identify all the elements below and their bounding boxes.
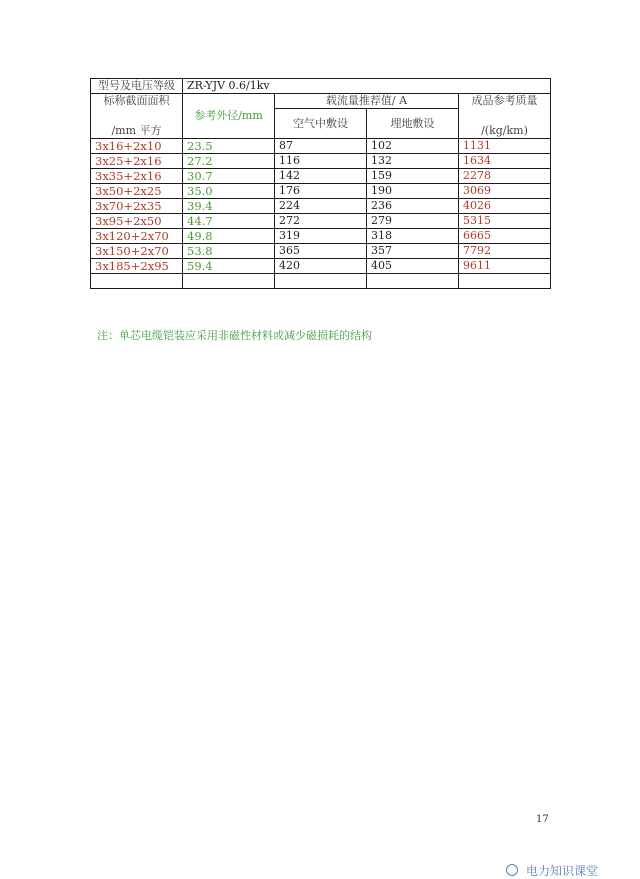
wechat-icon [506, 864, 518, 876]
cable-spec-table [90, 78, 551, 289]
section-label-line1: 标称截面面积 [103, 94, 170, 107]
ground-current-cell: 279 [367, 214, 459, 229]
diameter-cell: 39.4 [183, 199, 275, 214]
current-header: 载流量推荐值/ A [275, 94, 459, 109]
diameter-cell: 44.7 [183, 214, 275, 229]
empty-cell [91, 274, 183, 289]
diameter-cell: 35.0 [183, 184, 275, 199]
ground-current-cell: 357 [367, 244, 459, 259]
section-label-line2: /mm 平方 [111, 124, 162, 137]
ground-current-cell: 159 [367, 169, 459, 184]
mass-cell: 9611 [459, 259, 551, 274]
table-row [91, 244, 551, 259]
section-cell: 3x70+2x35 [91, 199, 183, 214]
page-number: 17 [536, 814, 549, 825]
table-header-model-row [91, 79, 551, 94]
ground-current-cell: 190 [367, 184, 459, 199]
diameter-cell: 30.7 [183, 169, 275, 184]
section-cell: 3x35+2x16 [91, 169, 183, 184]
model-value: ZR-YJV 0.6/1kv [183, 79, 551, 94]
air-current-cell: 420 [275, 259, 367, 274]
model-label: 型号及电压等级 [91, 79, 183, 94]
diameter-cell: 23.5 [183, 139, 275, 154]
empty-cell [275, 274, 367, 289]
table-row [91, 199, 551, 214]
mass-cell: 2278 [459, 169, 551, 184]
mass-cell: 3069 [459, 184, 551, 199]
section-cell: 3x185+2x95 [91, 259, 183, 274]
air-current-cell: 272 [275, 214, 367, 229]
empty-cell [183, 274, 275, 289]
mass-header [459, 94, 551, 139]
ground-current-cell: 405 [367, 259, 459, 274]
diameter-cell: 49.8 [183, 229, 275, 244]
table-row [91, 154, 551, 169]
air-current-cell: 224 [275, 199, 367, 214]
mass-cell: 6665 [459, 229, 551, 244]
diameter-header: 参考外径/mm [183, 94, 275, 139]
table-row [91, 214, 551, 229]
diameter-cell: 59.4 [183, 259, 275, 274]
table-row [91, 229, 551, 244]
ground-current-cell: 236 [367, 199, 459, 214]
mass-cell: 1634 [459, 154, 551, 169]
air-current-cell: 142 [275, 169, 367, 184]
ground-current-cell: 132 [367, 154, 459, 169]
mass-cell: 5315 [459, 214, 551, 229]
watermark [506, 862, 598, 879]
table-header-row [91, 94, 551, 109]
section-cell: 3x95+2x50 [91, 214, 183, 229]
footnote: 注：单芯电缆铠装应采用非磁性材料或减少磁损耗的结构 [97, 329, 372, 342]
air-current-cell: 176 [275, 184, 367, 199]
air-current-cell: 319 [275, 229, 367, 244]
section-cell: 3x150+2x70 [91, 244, 183, 259]
ground-header: 埋地敷设 [367, 109, 459, 139]
mass-cell: 7792 [459, 244, 551, 259]
section-header [91, 94, 183, 139]
table-row [91, 184, 551, 199]
mass-cell: 1131 [459, 139, 551, 154]
section-cell: 3x25+2x16 [91, 154, 183, 169]
empty-cell [459, 274, 551, 289]
diameter-cell: 27.2 [183, 154, 275, 169]
table-row [91, 169, 551, 184]
diameter-cell: 53.8 [183, 244, 275, 259]
mass-label-line1: 成品参考质量 [471, 94, 538, 107]
watermark-text: 电力知识课堂 [526, 864, 599, 878]
section-cell: 3x16+2x10 [91, 139, 183, 154]
air-current-cell: 116 [275, 154, 367, 169]
mass-cell: 4026 [459, 199, 551, 214]
table-row-empty [91, 274, 551, 289]
empty-cell [367, 274, 459, 289]
ground-current-cell: 102 [367, 139, 459, 154]
air-current-cell: 365 [275, 244, 367, 259]
ground-current-cell: 318 [367, 229, 459, 244]
section-cell: 3x50+2x25 [91, 184, 183, 199]
mass-label-line2: /(kg/km) [481, 124, 528, 137]
table-row [91, 139, 551, 154]
air-header: 空气中敷设 [275, 109, 367, 139]
section-cell: 3x120+2x70 [91, 229, 183, 244]
table-row [91, 259, 551, 274]
air-current-cell: 87 [275, 139, 367, 154]
